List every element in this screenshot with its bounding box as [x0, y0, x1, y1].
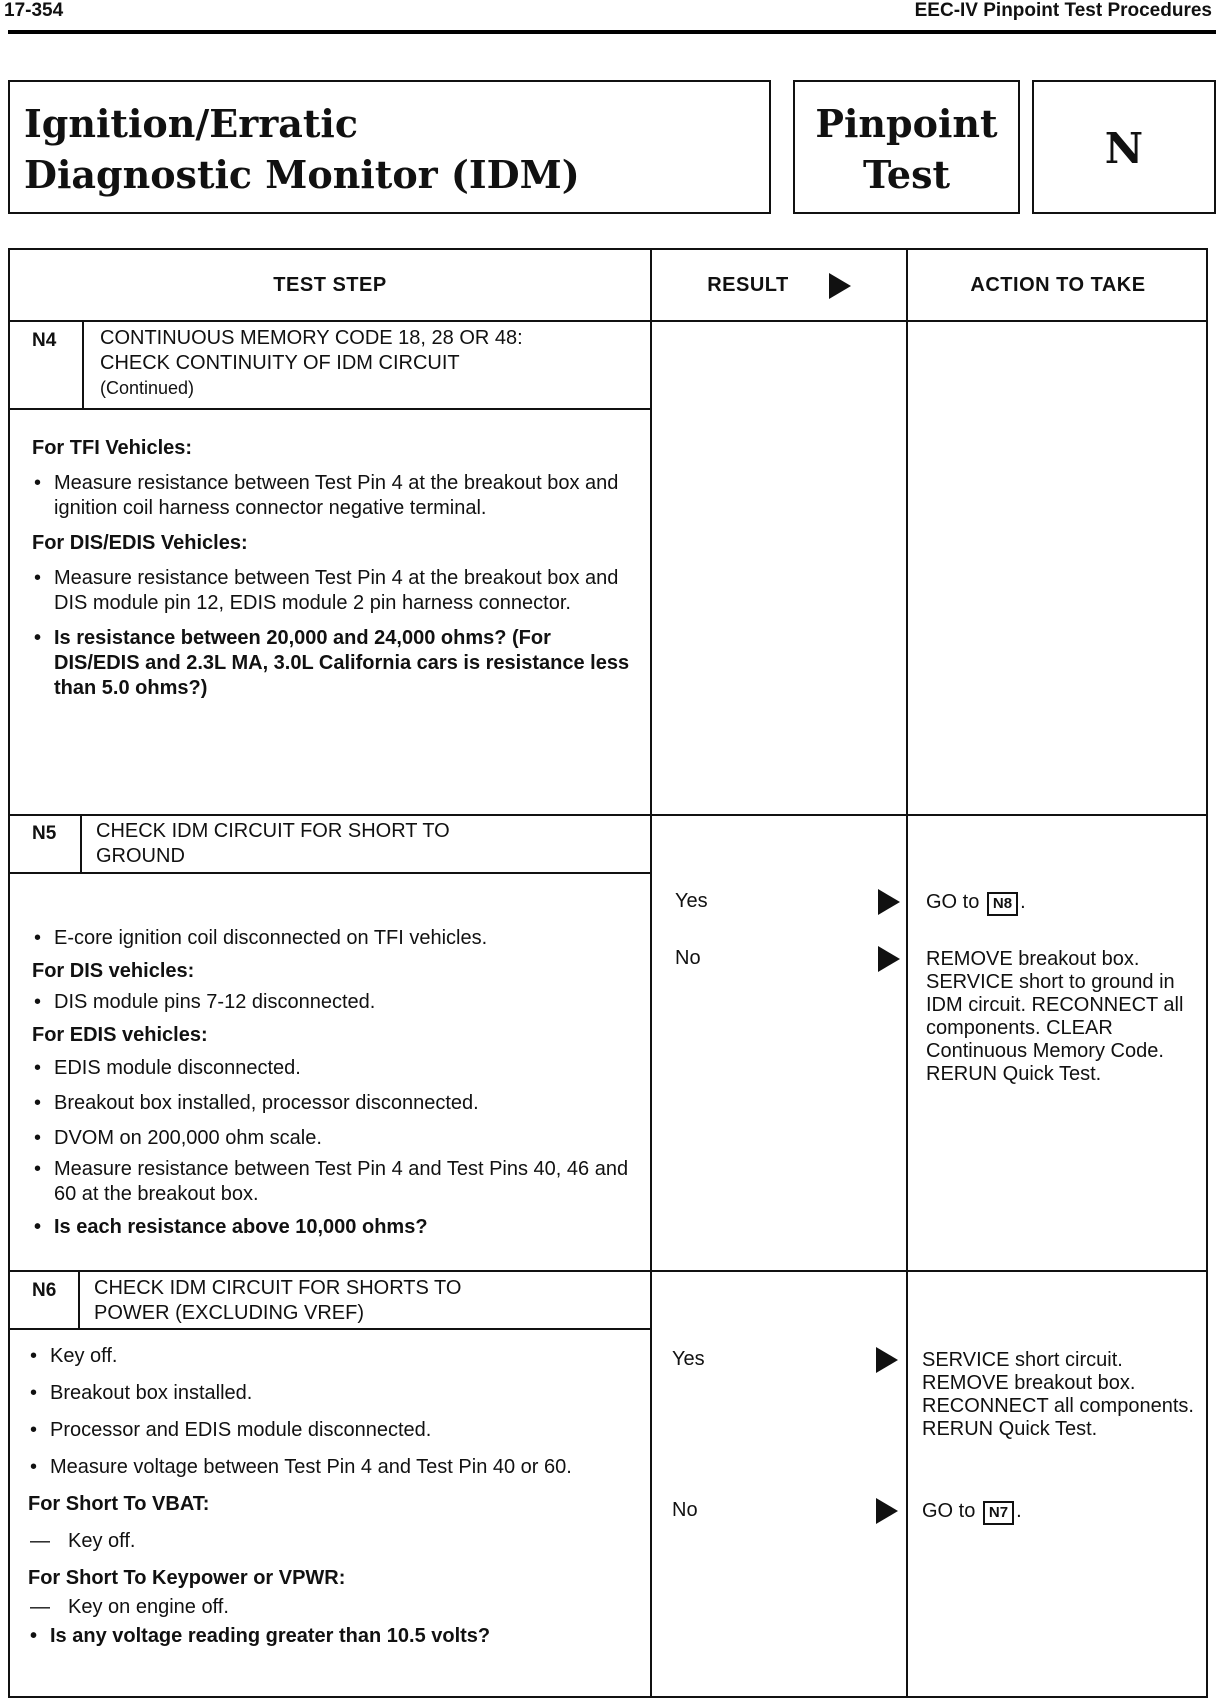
pinpoint-test-box [793, 80, 1020, 214]
step-id-divider [80, 816, 82, 872]
instruction-bullet: • EDIS module disconnected. [32, 1056, 632, 1081]
action-goto [926, 891, 1026, 916]
step-title [96, 819, 636, 869]
pinpoint-table [8, 248, 1208, 1698]
step-id-divider [78, 1272, 80, 1328]
section-title: EEC-IV Pinpoint Test Procedures [914, 0, 1212, 21]
test-title-line2: Diagnostic Monitor (IDM) [24, 152, 580, 197]
row-divider [10, 814, 1206, 816]
question-bullet: • Is each resistance above 10,000 ohms? [32, 1215, 632, 1240]
arrow-right-icon [878, 946, 900, 972]
step-title-line: CHECK CONTINUITY OF IDM CIRCUIT [100, 352, 460, 374]
step-id: N4 [32, 330, 57, 351]
step-content [32, 428, 632, 701]
header-divider [10, 320, 1206, 322]
header-rule [8, 30, 1216, 34]
step-title-divider [10, 872, 650, 874]
step-title-line: CONTINUOUS MEMORY CODE 18, 28 OR 48: [100, 327, 523, 349]
sub-heading: For Short To VBAT: [28, 1493, 210, 1515]
action-text: GO to [922, 1500, 976, 1522]
instruction-bullet: • Processor and EDIS module disconnected. [28, 1418, 638, 1443]
pinpoint-label-line1: Pinpoint [815, 101, 998, 146]
test-letter: N [1104, 124, 1144, 173]
result-yes: Yes [675, 890, 708, 912]
instruction-bullet: • Measure resistance between Test Pin 4 and Test Pins 40, 46 and 60 at the breakout box. [32, 1157, 632, 1207]
step-title-divider [10, 1328, 650, 1330]
action-text: GO to [926, 891, 980, 913]
step-title-divider [10, 408, 650, 410]
step-title [100, 326, 640, 401]
page-number: 17-354 [4, 0, 64, 21]
arrow-right-icon [876, 1498, 898, 1524]
step-id: N5 [32, 823, 57, 844]
column-header-result-label: RESULT [707, 274, 789, 296]
question-bullet: • Is resistance between 20,000 and 24,000 ohms? (For DIS/EDIS and 2.3L MA, 3.0L California cars is resistance less than 5.0 ohms?) [32, 626, 632, 701]
step-content [28, 1344, 638, 1649]
column-divider [906, 250, 908, 1696]
action-text: . [1020, 891, 1026, 913]
test-letter-box [1032, 80, 1216, 214]
action-goto [922, 1500, 1022, 1525]
instruction-bullet: • Breakout box installed. [28, 1381, 638, 1406]
step-reference[interactable]: N8 [987, 892, 1018, 916]
result-no: No [675, 947, 701, 969]
arrow-right-icon [876, 1347, 898, 1373]
instruction-bullet: • E-core ignition coil disconnected on TFI vehicles. [32, 926, 632, 951]
column-divider [650, 250, 652, 1696]
step-content [32, 926, 632, 1240]
sub-heading: For DIS vehicles: [32, 960, 195, 982]
test-title-line1: Ignition/Erratic [24, 101, 359, 146]
result-yes: Yes [672, 1348, 705, 1370]
instruction-bullet: • Key off. [28, 1344, 638, 1369]
step-title-line: CHECK IDM CIRCUIT FOR SHORTS TO [94, 1277, 462, 1299]
row-divider [10, 1270, 1206, 1272]
dash-item: — Key on engine off. [28, 1595, 638, 1620]
instruction-bullet: • Measure resistance between Test Pin 4 at the breakout box and ignition coil harness connector negative terminal. [32, 471, 632, 521]
step-title-line: POWER (EXCLUDING VREF) [94, 1302, 365, 1324]
instruction-bullet: • Measure voltage between Test Pin 4 and Test Pin 40 or 60. [28, 1455, 638, 1480]
step-id: N6 [32, 1280, 57, 1301]
instruction-bullet: • Measure resistance between Test Pin 4 at the breakout box and DIS module pin 12, EDIS module 2 pin harness connector. [32, 566, 632, 616]
action-text: REMOVE breakout box. SERVICE short to ground in IDM circuit. RECONNECT all components. CLEAR Continuous Memory Code. RERUN Quick Test. [926, 948, 1184, 1085]
action-text: . [1016, 1500, 1022, 1522]
dash-item: — Key off. [28, 1529, 638, 1554]
column-header-result [652, 250, 906, 320]
step-title [94, 1276, 634, 1326]
column-header-action: ACTION TO TAKE [970, 274, 1146, 296]
action-text: SERVICE short circuit. REMOVE breakout box. RECONNECT all components. RERUN Quick Test. [922, 1349, 1194, 1440]
question-bullet: • Is any voltage reading greater than 10.5 volts? [28, 1624, 638, 1649]
test-title-box [8, 80, 771, 214]
column-header-test-step: TEST STEP [273, 274, 387, 296]
sub-heading: For Short To Keypower or VPWR: [28, 1567, 346, 1589]
sub-heading: For TFI Vehicles: [32, 437, 193, 459]
instruction-bullet: • DIS module pins 7-12 disconnected. [32, 990, 632, 1015]
arrow-right-icon [829, 273, 851, 299]
sub-heading: For DIS/EDIS Vehicles: [32, 532, 248, 554]
step-title-line: GROUND [96, 845, 185, 867]
pinpoint-label-line2: Test [862, 152, 951, 197]
instruction-bullet: • Breakout box installed, processor disconnected. [32, 1091, 632, 1116]
sub-heading: For EDIS vehicles: [32, 1024, 208, 1046]
step-title-line: CHECK IDM CIRCUIT FOR SHORT TO [96, 820, 450, 842]
step-id-divider [82, 322, 84, 408]
result-no: No [672, 1499, 698, 1521]
step-title-line: (Continued) [100, 378, 195, 398]
instruction-bullet: • DVOM on 200,000 ohm scale. [32, 1126, 632, 1151]
step-reference[interactable]: N7 [983, 1501, 1014, 1525]
arrow-right-icon [878, 889, 900, 915]
